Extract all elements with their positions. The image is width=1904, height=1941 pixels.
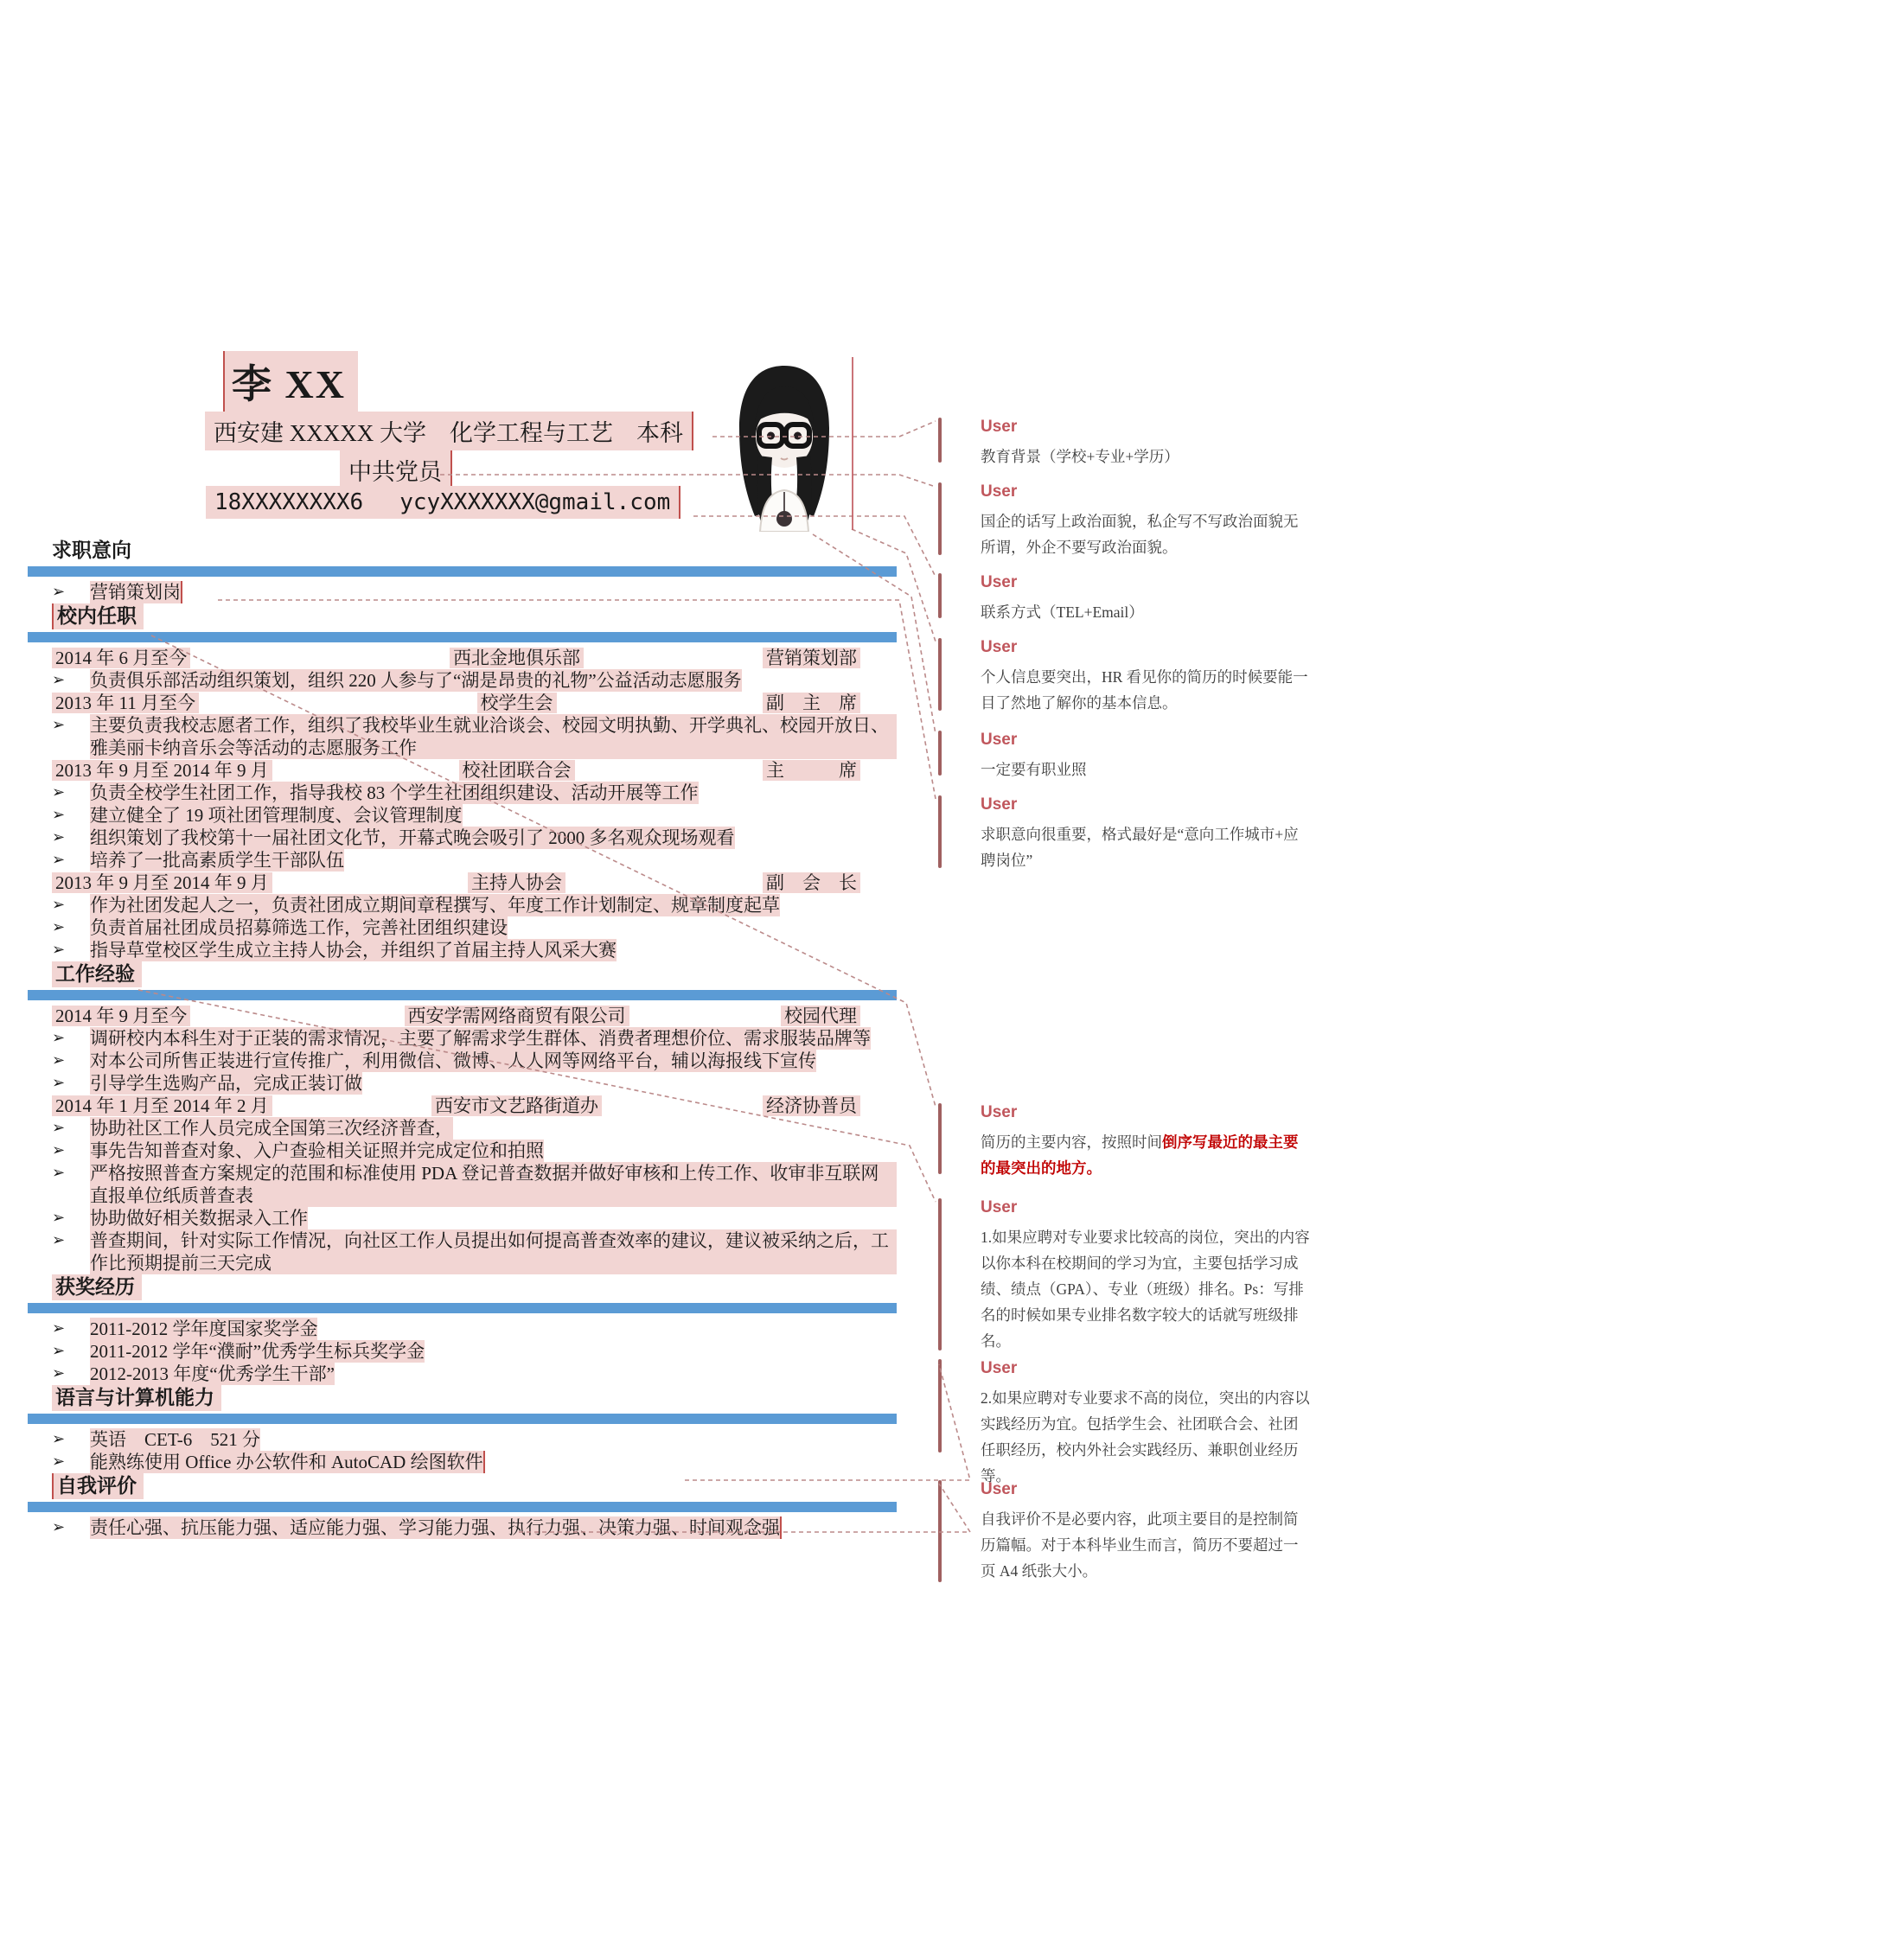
comment[interactable] [981, 1198, 1311, 1354]
list-item: ➢ 对本公司所售正装进行宣传推广，利用微信、微博、人人网等网络平台，辅以海报线下宣传 [52, 1050, 816, 1071]
section-title-campus-positions: 校内任职 [52, 603, 897, 629]
bullet-arrow-icon: ➢ [52, 1074, 66, 1092]
section-divider-bar [28, 1414, 897, 1424]
comment[interactable] [981, 795, 1311, 873]
comment[interactable] [981, 1359, 1311, 1489]
bullet-arrow-icon: ➢ [52, 806, 66, 824]
bullet-arrow-icon: ➢ [52, 1141, 66, 1159]
entry-header [52, 1095, 897, 1117]
comment-anchor-bar [938, 795, 942, 868]
comment-text: 教育背景（学校+专业+学历） [981, 448, 1179, 465]
comment-anchor-bar [938, 1480, 942, 1582]
comment-text: 个人信息要突出，HR 看见你的简历的时候要能一目了然地了解你的基本信息。 [981, 668, 1308, 712]
list-item: ➢ 建立健全了 19 项社团管理制度、会议管理制度 [52, 805, 463, 826]
bullet-arrow-icon: ➢ [52, 918, 66, 936]
list-item: ➢ 组织策划了我校第十一届社团文化节，开幕式晚会吸引了 2000 多名观众现场观看 [52, 827, 735, 848]
comment[interactable] [981, 1103, 1311, 1181]
entry-period[interactable]: 2014 年 1 月至 2014 年 2 月 [52, 1095, 272, 1116]
comment[interactable] [981, 418, 1311, 469]
list-item: ➢ 协助社区工作人员完成全国第三次经济普查， [52, 1118, 453, 1139]
entry-period[interactable]: 2013 年 11 月至今 [52, 693, 199, 713]
bullet-arrow-icon: ➢ [52, 1430, 66, 1448]
bullet-arrow-icon: ➢ [52, 1209, 66, 1227]
list-item: ➢ 引导学生选购产品，完成正装订做 [52, 1073, 362, 1094]
political-status[interactable]: 中共党员 [340, 450, 452, 489]
entry-header [52, 759, 897, 782]
entry-header [52, 647, 897, 669]
comment-anchor-bar [938, 731, 942, 776]
bullet-arrow-icon: ➢ [52, 1119, 66, 1137]
entry-period[interactable]: 2013 年 9 月至 2014 年 9 月 [52, 872, 272, 893]
section-divider-bar [28, 990, 897, 1000]
bullet-arrow-icon: ➢ [52, 583, 66, 601]
bullet-arrow-icon: ➢ [52, 851, 66, 869]
list-item: ➢ 2011-2012 学年度国家奖学金 [52, 1318, 318, 1339]
list-item: ➢ 调研校内本科生对于正装的需求情况，主要了解需求学生群体、消费者理想价位、需求服装品牌等 [52, 1028, 871, 1049]
comment-text: 一定要有职业照 [981, 761, 1087, 778]
comment-author: User [981, 1103, 1018, 1121]
entry-header [52, 872, 897, 894]
list-item: ➢ 负责俱乐部活动组织策划，组织 220 人参与了“湖是昂贵的礼物”公益活动志愿服务 [52, 670, 742, 691]
list-item: ➢ 2011-2012 学年“濮耐”优秀学生标兵奖学金 [52, 1341, 425, 1362]
comment-anchor-bar [938, 418, 942, 463]
education-line[interactable]: 西安建 XXXXX 大学 化学工程与工艺 本科 [205, 412, 693, 450]
bullet-arrow-icon: ➢ [52, 1518, 66, 1536]
list-item: ➢ 严格按照普查方案规定的范围和标准使用 PDA 登记普查数据并做好审核和上传工作、收审非互联网直报单位纸质普查表 [52, 1162, 897, 1207]
phone-number[interactable]: 18XXXXXXXX6 [214, 489, 364, 515]
entry-role[interactable]: 主 席 [763, 760, 860, 781]
list-item: ➢ 作为社团发起人之一，负责社团成立期间章程撰写、年度工作计划制定、规章制度起草 [52, 895, 780, 916]
list-item: ➢ 主要负责我校志愿者工作，组织了我校毕业生就业洽谈会、校园文明执勤、开学典礼、校园开放日、雅美丽卡纳音乐会等活动的志愿服务工作 [52, 714, 897, 759]
bullet-arrow-icon: ➢ [52, 1029, 66, 1047]
list-item: ➢ 2012-2013 年度“优秀学生干部” [52, 1363, 335, 1384]
comment-text: 自我评价不是必要内容，此项主要目的是控制简历篇幅。对于本科毕业生而言，简历不要超过一页 A4 纸张大小。 [981, 1510, 1299, 1580]
comment[interactable] [981, 1480, 1311, 1584]
profile-photo [729, 361, 840, 532]
list-item: ➢ 负责全校学生社团工作，指导我校 83 个学生社团组织建设、活动开展等工作 [52, 782, 699, 803]
entry-header [52, 1005, 897, 1027]
bullet-arrow-icon: ➢ [52, 1364, 66, 1382]
bullet-arrow-icon: ➢ [52, 828, 66, 846]
list-item: ➢ 英语 CET-6 521 分 [52, 1429, 260, 1450]
comment-anchor-bar [938, 573, 942, 618]
list-item: ➢ 负责首届社团成员招募筛选工作，完善社团组织建设 [52, 917, 508, 938]
comment[interactable] [981, 731, 1311, 782]
comment-text: 2.如果应聘对专业要求不高的岗位，突出的内容以实践经历为宜。包括学生会、社团联合会、社团任职经历，校内外社会实践经历、兼职创业经历等。 [981, 1389, 1310, 1484]
section-divider-bar [28, 1303, 897, 1313]
comment-author: User [981, 1480, 1018, 1498]
comment-emphasis-text: 倒序写最近的最主要的最突出的地方。 [981, 1133, 1299, 1177]
list-item: ➢ 协助做好相关数据录入工作 [52, 1208, 308, 1229]
section-title-skills: 语言与计算机能力 [52, 1385, 897, 1411]
comment-text: 国企的话写上政治面貌，私企写不写政治面貌无所谓，外企不要写政治面貌。 [981, 513, 1299, 556]
resume-body [28, 538, 897, 1539]
bullet-arrow-icon: ➢ [52, 671, 66, 689]
list-item: ➢ 责任心强、抗压能力强、适应能力强、学习能力强、执行力强、决策力强、时间观念强 [52, 1517, 780, 1538]
entry-role[interactable]: 营销策划部 [763, 648, 860, 668]
entry-organization[interactable]: 校学生会 [477, 693, 557, 713]
comment-text: 简历的主要内容，按照时间倒序写最近的最主要的最突出的地方。 [981, 1133, 1299, 1177]
comment-anchor-bar [938, 1103, 942, 1174]
bullet-arrow-icon: ➢ [52, 716, 66, 734]
cartoon-girl-avatar [729, 361, 840, 532]
comment-author: User [981, 418, 1018, 436]
candidate-name[interactable]: 李 XX [223, 351, 358, 413]
section-divider-bar [28, 1502, 897, 1512]
bullet-arrow-icon: ➢ [52, 941, 66, 959]
comment-author: User [981, 1198, 1018, 1216]
entry-header [52, 692, 897, 714]
entry-role[interactable]: 副 会 长 [763, 872, 860, 893]
section-divider-bar [28, 632, 897, 642]
section-divider-bar [28, 566, 897, 577]
comment-anchor-bar [938, 1198, 942, 1350]
comment-text: 1.如果应聘对专业要求比较高的岗位，突出的内容以你本科在校期间的学习为宜，主要包括学习成绩、绩点（GPA）、专业（班级）排名。Ps：写排名的时候如果专业排名数字较大的话就写班级排名。 [981, 1229, 1310, 1350]
comment-anchor-bar [938, 1359, 942, 1453]
entry-organization[interactable]: 校社团联合会 [459, 760, 575, 781]
bullet-arrow-icon: ➢ [52, 1453, 66, 1471]
entry-period[interactable]: 2013 年 9 月至 2014 年 9 月 [52, 760, 272, 781]
comment-anchor-bar [938, 638, 942, 711]
entry-role[interactable]: 经济协普员 [763, 1095, 860, 1116]
entry-role[interactable]: 副 主 席 [763, 693, 860, 713]
comment-author: User [981, 573, 1018, 591]
comment-author: User [981, 1359, 1018, 1377]
contact-line[interactable] [206, 486, 680, 519]
bullet-arrow-icon: ➢ [52, 783, 66, 801]
list-item: ➢ 培养了一批高素质学生干部队伍 [52, 850, 344, 871]
section-title-awards: 获奖经历 [52, 1274, 897, 1300]
comment-author: User [981, 795, 1018, 814]
section-title-self-evaluation: 自我评价 [52, 1473, 897, 1499]
list-item: ➢ 营销策划岗 [52, 582, 181, 603]
entry-period[interactable]: 2014 年 6 月至今 [52, 648, 190, 668]
entry-period[interactable]: 2014 年 9 月至今 [52, 1006, 190, 1026]
comment[interactable] [981, 573, 1311, 625]
list-item: ➢ 事先告知普查对象、入户查验相关证照并完成定位和拍照 [52, 1140, 544, 1161]
connector-line [440, 475, 936, 487]
bullet-arrow-icon: ➢ [52, 1051, 66, 1069]
bullet-arrow-icon: ➢ [52, 1342, 66, 1360]
bullet-arrow-icon: ➢ [52, 1164, 66, 1182]
comment-author: User [981, 482, 1018, 501]
entry-organization[interactable]: 西安市文艺路街道办 [431, 1095, 602, 1116]
comment[interactable] [981, 638, 1311, 716]
bullet-arrow-icon: ➢ [52, 1319, 66, 1338]
bullet-arrow-icon: ➢ [52, 1231, 66, 1249]
entry-organization[interactable]: 西安学需网络商贸有限公司 [405, 1006, 629, 1026]
comment-text: 联系方式（TEL+Email） [981, 603, 1144, 621]
comment-anchor-bar [938, 482, 942, 555]
entry-organization[interactable]: 主持人协会 [468, 872, 565, 893]
list-item: ➢ 能熟练使用 Office 办公软件和 AutoCAD 绘图软件 [52, 1452, 483, 1472]
comment[interactable] [981, 482, 1311, 560]
section-title-work-experience: 工作经验 [52, 961, 897, 987]
list-item: ➢ 指导草堂校区学生成立主持人协会，并组织了首届主持人风采大赛 [52, 940, 617, 961]
email-address[interactable]: ycyXXXXXXX@gmail.com [399, 489, 671, 515]
comment-author: User [981, 731, 1018, 749]
bullet-arrow-icon: ➢ [52, 896, 66, 914]
comment-author: User [981, 638, 1018, 656]
comment-text: 求职意向很重要，格式最好是“意向工作城市+应聘岗位” [981, 826, 1299, 869]
section-title-objective: 求职意向 [52, 540, 131, 561]
list-item: ➢ 普查期间，针对实际工作情况，向社区工作人员提出如何提高普查效率的建议，建议被采纳之后，工作比预期提前三天完成 [52, 1229, 897, 1274]
entry-role[interactable]: 校园代理 [781, 1006, 860, 1026]
entry-organization[interactable]: 西北金地俱乐部 [450, 648, 584, 668]
